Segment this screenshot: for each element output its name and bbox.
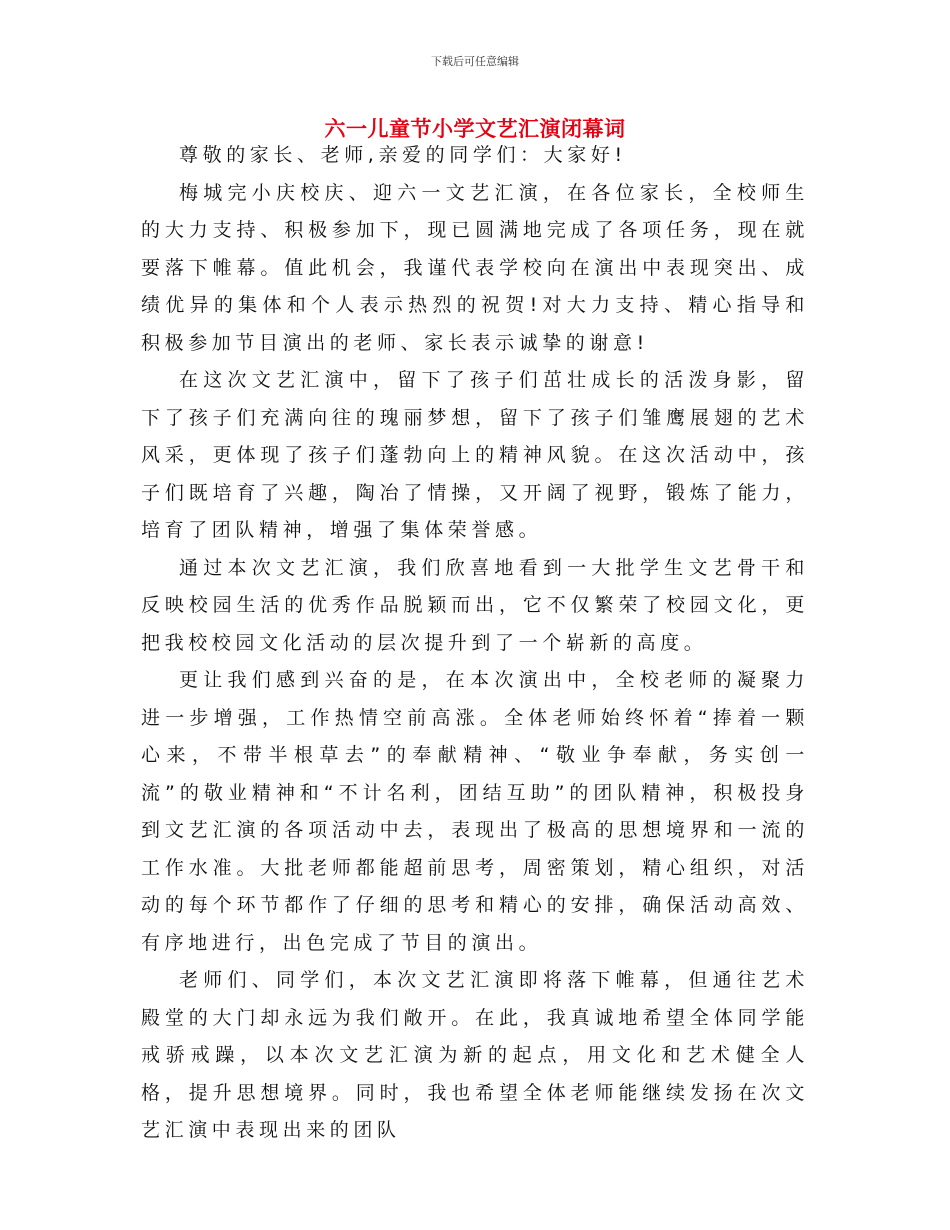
header-note: 下载后可任意编辑 — [431, 55, 519, 68]
paragraph: 在这次文艺汇演中，留下了孩子们茁壮成长的活泼身影，留下了孩子们充满向往的瑰丽梦想，留下了孩子们雏鹰展翅的艺术风采，更体现了孩子们蓬勃向上的精神风貌。在这次活动中，孩子们既培育了兴趣，陶冶了情操，又开阔了视野，锻炼了能力，培育了团队精神，增强了集体荣誉感。 — [141, 369, 809, 541]
paragraph: 梅城完小庆校庆、迎六一文艺汇演，在各位家长，全校师生的大力支持、积极参加下，现已圆满地完成了各项任务，现在就要落下帷幕。值此机会，我谨代表学校向在演出中表现突出、成绩优异的集体和个人表示热烈的祝贺!对大力支持、精心指导和积极参加节目演出的老师、家长表示诚挚的谢意! — [141, 181, 809, 354]
paragraph-greeting: 尊敬的家长、老师,亲爱的同学们：大家好! — [179, 144, 627, 166]
paragraph: 通过本次文艺汇演，我们欣喜地看到一大批学生文艺骨干和反映校园生活的优秀作品脱颖而出，它不仅繁荣了校园文化，更把我校校园文化活动的层次提升到了一个崭新的高度。 — [141, 556, 809, 654]
paragraph: 老师们、同学们，本次文艺汇演即将落下帷幕，但通往艺术殿堂的大门却永远为我们敞开。在此，我真诚地希望全体同学能戒骄戒躁，以本次文艺汇演为新的起点，用文化和艺术健全人格，提升思想境界。同时，我也希望全体老师能继续发扬在次文艺汇演中表现出来的团队 — [141, 969, 809, 1141]
document-title: 六一儿童节小学文艺汇演闭幕词 — [324, 117, 626, 141]
document-body — [141, 137, 809, 1150]
paragraph: 更让我们感到兴奋的是，在本次演出中，全校老师的凝聚力进一步增强，工作热情空前高涨。全体老师始终怀着“捧着一颗心来，不带半根草去”的奉献精神、“敬业争奉献，务实创一流”的敬业精神和“不计名利，团结互助”的团队精神，积极投身到文艺汇演的各项活动中去，表现出了极高的思想境界和一流的工作水准。大批老师都能超前思考，周密策划，精心组织，对活动的每个环节都作了仔细的思考和精心的安排，确保活动高效、有序地进行，出色完成了节目的演出。 — [141, 669, 809, 954]
